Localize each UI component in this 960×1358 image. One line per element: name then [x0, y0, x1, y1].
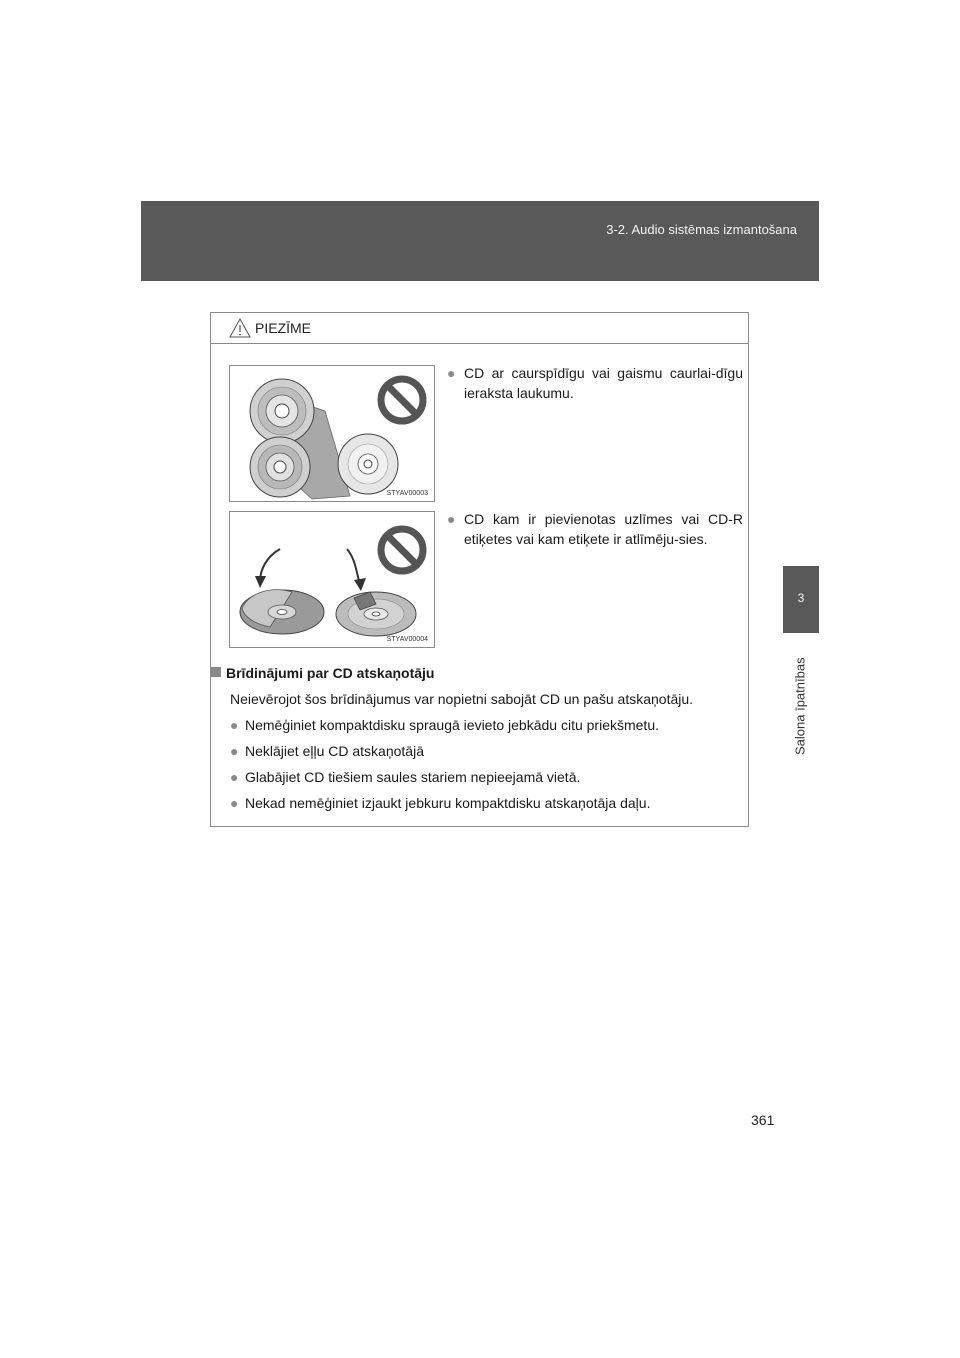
- note-title: PIEZĪME: [255, 320, 312, 336]
- chapter-tab: [783, 566, 819, 633]
- figure-code: STYAV00003: [386, 490, 428, 497]
- chapter-number: 3: [797, 591, 805, 605]
- section-header-title: 3-2. Audio sistēmas izmantošana: [606, 222, 797, 237]
- cd-illustration: [230, 512, 434, 647]
- list-item-text: Nemēģiniet kompaktdisku spraugā ievieto jebkādu citu priekšmetu.: [245, 717, 659, 733]
- list-item: [230, 769, 580, 785]
- section-title: [211, 665, 434, 681]
- cd-disc-icon: [250, 379, 314, 443]
- figure-transparent-cd: [229, 365, 435, 502]
- bullet-dot-icon: ●: [230, 743, 239, 759]
- list-item-text: Nekad nemēģiniet izjaukt jebkuru kompaktdisku atskaņotāja daļu.: [245, 795, 651, 811]
- bullet-dot-icon: ●: [230, 769, 239, 785]
- curved-arrow-icon: [255, 549, 280, 588]
- prohibited-icon: [381, 529, 423, 571]
- note-bullet: [447, 509, 743, 549]
- page-number: 361: [751, 1112, 775, 1128]
- note-bullet: [447, 363, 743, 403]
- warning-triangle-icon: [229, 318, 251, 338]
- bullet-dot-icon: ●: [230, 795, 239, 811]
- note-bullet-text: CD kam ir pievienotas uzlīmes vai CD-R etiķetes vai kam etiķete ir atlīmēju-sies.: [464, 511, 743, 547]
- curved-arrow-icon: [347, 549, 366, 591]
- cd-disc-icon: [250, 437, 310, 497]
- chapter-label: Salona īpatnības: [792, 657, 808, 755]
- cd-disc-icon: [338, 434, 398, 494]
- bullet-dot-icon: ●: [447, 365, 456, 381]
- section-intro: Neievērojot šos brīdinājumus var nopietni sabojāt CD un pašu atskaņotāju.: [230, 691, 694, 707]
- note-header: [211, 313, 748, 344]
- cd-illustration: [230, 366, 434, 501]
- list-item: [230, 717, 659, 733]
- header-band: [141, 201, 819, 281]
- cd-disc-icon: [336, 592, 416, 636]
- prohibited-icon: [381, 379, 423, 421]
- list-item-text: Neklājiet eļļu CD atskaņotājā: [245, 743, 424, 759]
- figure-labeled-cd: [229, 511, 435, 648]
- square-bullet-icon: [211, 667, 221, 677]
- figure-code: STYAV00004: [386, 636, 428, 643]
- section-title-text: Brīdinājumi par CD atskaņotāju: [226, 665, 435, 681]
- bullet-dot-icon: ●: [230, 717, 239, 733]
- note-bullet-text: CD ar caurspīdīgu vai gaismu caurlai-dīgu ieraksta laukumu.: [464, 365, 743, 401]
- note-box: [210, 312, 749, 827]
- list-item: [230, 743, 424, 759]
- list-item: [230, 795, 650, 811]
- list-item-text: Glabājiet CD tiešiem saules stariem nepieejamā vietā.: [245, 769, 581, 785]
- bullet-dot-icon: ●: [447, 511, 456, 527]
- cd-disc-icon: [240, 590, 324, 634]
